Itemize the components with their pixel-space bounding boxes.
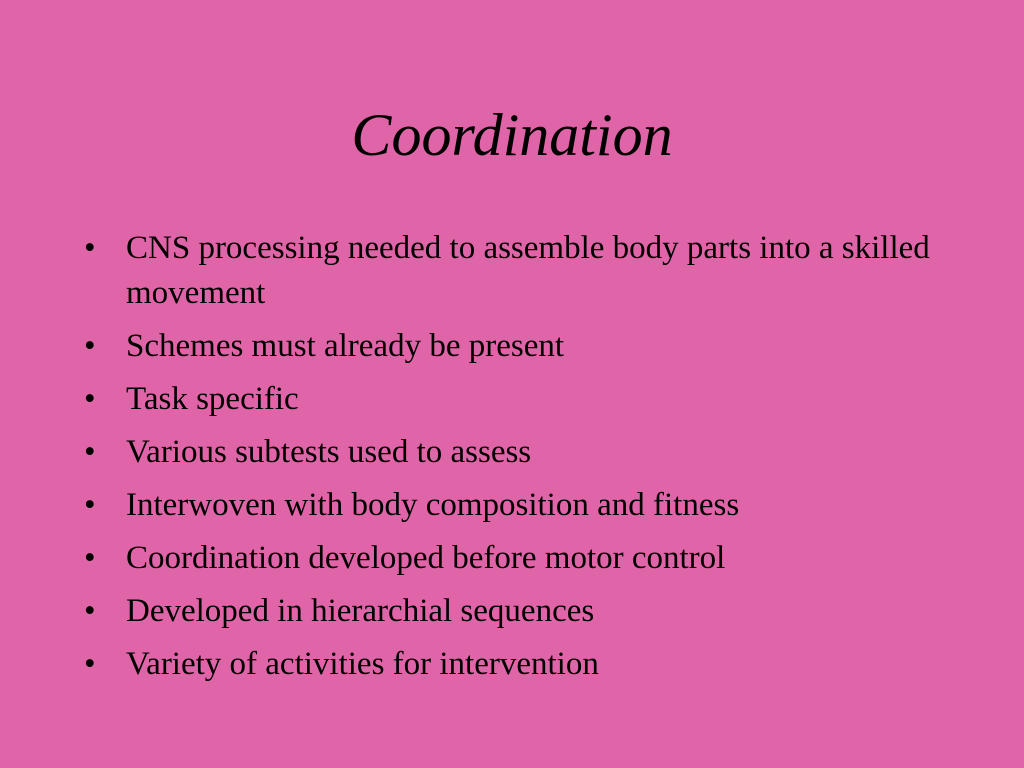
slide-title: Coordination <box>351 102 673 168</box>
bullet-icon: • <box>84 540 96 576</box>
bullet-text: Various subtests used to assess <box>126 434 532 470</box>
bullet-text: Task specific <box>126 381 299 417</box>
bullet-text: CNS processing needed to assemble body parts into a skilled movement <box>126 230 930 311</box>
bullet-icon: • <box>84 487 96 523</box>
bullet-item <box>82 483 942 528</box>
bullet-text: Schemes must already be present <box>126 328 565 364</box>
bullet-icon: • <box>84 646 96 682</box>
bullet-item <box>82 377 942 422</box>
bullet-item <box>82 536 942 581</box>
bullet-list <box>82 226 942 695</box>
bullet-item <box>82 642 942 687</box>
bullet-text: Variety of activities for intervention <box>126 646 599 682</box>
bullet-item <box>82 324 942 369</box>
bullet-item <box>82 430 942 475</box>
bullet-text: Coordination developed before motor control <box>126 540 726 576</box>
bullet-text: Interwoven with body composition and fitness <box>126 487 740 523</box>
bullet-icon: • <box>84 328 96 364</box>
bullet-text: Developed in hierarchial sequences <box>126 593 595 629</box>
bullet-item <box>82 589 942 634</box>
bullet-icon: • <box>84 434 96 470</box>
bullet-icon: • <box>84 230 96 266</box>
bullet-icon: • <box>84 593 96 629</box>
bullet-icon: • <box>84 381 96 417</box>
bullet-item <box>82 226 942 316</box>
